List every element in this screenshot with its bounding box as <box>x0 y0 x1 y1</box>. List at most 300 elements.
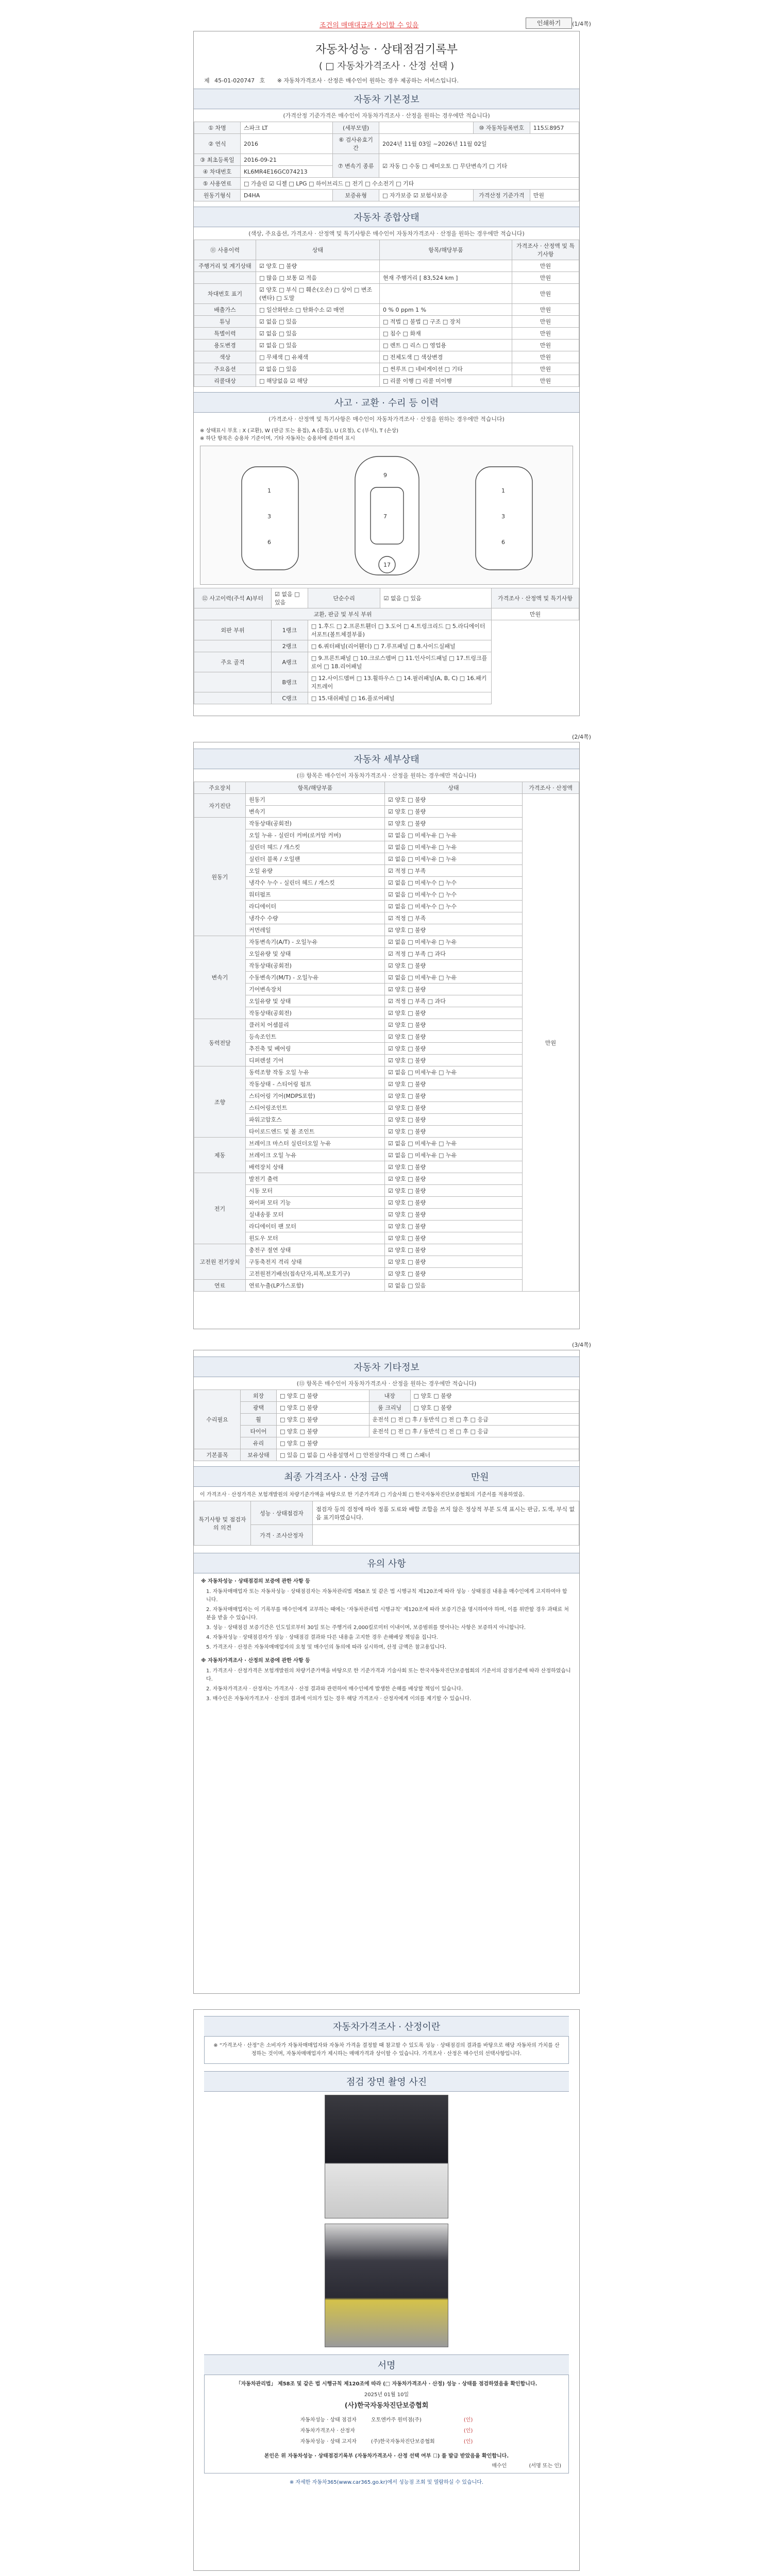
notice-item: 1. 가격조사 · 산정가격은 보험개발원의 차량기준가액을 바탕으로 한 기준가격과 기술사회 또는 한국자동차진단보증협회의 기준서의 감점기준에 따라 산정하였습니다. <box>206 1668 571 1682</box>
cell: □ 많음 □ 보통 ☑ 적음 <box>256 272 380 284</box>
notice-item: 2. 자동차매매업자는 이 기록부를 매수인에게 교부하는 때에는 ‘자동차관리법 시행규칙’ 제120조에 따라 보증기간을 명시하여야 하며, 이를 위반할 경우 과태료 처분을 받을 수 있습니다. <box>206 1607 569 1621</box>
table-row <box>194 865 579 877</box>
warning-link[interactable]: 조건의 매매대금과 상이할 수 있음 <box>320 22 419 29</box>
notice-item: 1. 자동차매매업자 또는 자동차성능 · 상태점검자는 자동차관리법 제58조 및 같은 법 시행규칙 제120조에 따라 성능 · 상태점검 내용을 매수인에게 고지하여야 합니다. <box>206 1589 567 1603</box>
status-sub: (색상, 주요옵션, 가격조사 · 산정액 및 특기사항은 매수인이 자동차가격조사 · 산정을 원하는 경우에만 적습니다) <box>248 230 525 237</box>
cell <box>313 1525 579 1546</box>
svg-text:1: 1 <box>501 487 505 494</box>
cell: □ 양호 □ 불량 <box>277 1402 369 1414</box>
table-row <box>194 972 579 984</box>
col-header: 상태 <box>385 782 523 794</box>
cell <box>194 272 256 284</box>
cell: C랭크 <box>272 692 308 704</box>
price-note: 이 가격조사 · 산정가격은 보험개발원의 차량기준가액을 바탕으로 한 기준가격과 □ 기술사회 □ 한국자동차진단보증협회의 기준서를 적용하였음. <box>200 1492 525 1498</box>
table-row <box>194 936 579 948</box>
cell: 윈도우 모터 <box>246 1232 385 1244</box>
cell: 작동상태 - 스티어링 펌프 <box>246 1078 385 1090</box>
cell: □ 양호 □ 불량 <box>277 1437 579 1449</box>
cell: ☑ 없음 □ 미세누유 □ 누유 <box>385 829 523 841</box>
table-row <box>194 328 579 340</box>
table-row <box>194 340 579 351</box>
cell: 스티어링 기어(MDPS포함) <box>246 1090 385 1102</box>
doc-no-suffix: 호 <box>259 77 265 84</box>
cell: 주행거리 및 계기상태 <box>194 260 256 272</box>
table-row <box>194 260 579 272</box>
table-row <box>194 1173 579 1185</box>
cell: 오일유량 및 상태 <box>246 995 385 1007</box>
cell <box>380 284 512 304</box>
cell: 충전구 절연 상태 <box>246 1244 385 1256</box>
car-diagram-svg <box>200 446 574 584</box>
table-row <box>194 901 579 912</box>
table-row <box>194 1221 579 1232</box>
table-row <box>194 375 579 387</box>
table-row <box>194 692 579 704</box>
inspector-table <box>194 1501 579 1546</box>
table-row <box>194 877 579 889</box>
cell: 만원 <box>512 304 579 316</box>
cell: ☑ 없음 □ 있음 <box>380 588 492 608</box>
table-row <box>194 1126 579 1138</box>
car-diagram <box>200 446 573 585</box>
inspection-photo-rear <box>325 2224 448 2347</box>
notes-heading: 유의 사항 <box>194 1553 579 1573</box>
status-heading: 자동차 종합상태 <box>194 207 579 227</box>
cell: 원동기형식 <box>194 190 241 201</box>
cell: 동력조향 작동 오일 누유 <box>246 1066 385 1078</box>
svg-text:7: 7 <box>383 513 387 520</box>
cell: □ 양호 □ 불량 <box>277 1390 369 1402</box>
repair-heading: 사고 · 교환 · 수리 등 이력 <box>194 392 579 413</box>
cell: ☑ 없음 □ 미세누수 □ 누수 <box>385 901 523 912</box>
cell: ☑ 없음 □ 미세누수 □ 누수 <box>385 889 523 901</box>
cell: ☑ 없음 □ 미세누유 □ 누유 <box>385 1138 523 1149</box>
cell: □ 렌트 □ 리스 □ 영업용 <box>380 340 512 351</box>
page-4 <box>193 2009 580 2571</box>
legend-text: ※ 상태표시 부호 : X (교환), W (판금 또는 용접), A (흠집), U (요철), C (부식), T (손상) <box>200 428 399 434</box>
notes-intro: ※ 자동차성능 · 상태점검의 보증에 관한 사항 등 <box>201 1579 310 1584</box>
sign-org: (사)한국자동차진단보증협회 <box>344 2402 429 2410</box>
cell: 제동 <box>194 1138 246 1173</box>
cell: 고전원전기배선(접속단자,피복,보호기구) <box>246 1268 385 1280</box>
doc-title: 자동차성능 · 상태점검기록부 <box>315 43 458 56</box>
other-sub: (⑬ 항목은 매수인이 자동차가격조사 · 산정을 원하는 경우에만 적습니다) <box>296 1380 477 1387</box>
cell: □ 양호 □ 불량 <box>410 1390 579 1402</box>
table-row <box>194 1149 579 1161</box>
cell: 광택 <box>241 1402 277 1414</box>
cell: □ 6.쿼터패널(리어휀더) □ 7.루프패널 □ 8.사이드실패널 <box>308 640 491 652</box>
table-row <box>194 960 579 972</box>
cell: 오일 누유 - 실린더 커버(로커암 커버) <box>246 829 385 841</box>
table-row <box>194 1019 579 1031</box>
basic-info-heading: 자동차 기본정보 <box>194 89 579 109</box>
table-row <box>194 1007 579 1019</box>
cell: 만원 <box>512 284 579 304</box>
cell: 내장 <box>369 1390 410 1402</box>
col-header: 항목/해당부품 <box>380 240 512 260</box>
cell: ☑ 없음 □ 있음 <box>385 1280 523 1292</box>
cell <box>194 640 272 652</box>
cell: ☑ 양호 □ 불량 <box>385 1197 523 1209</box>
cell: ☑ 양호 □ 불량 <box>385 1078 523 1090</box>
cell: 오일유량 및 상태 <box>246 948 385 960</box>
cell: 실내송풍 모터 <box>246 1209 385 1221</box>
cell: ☑ 양호 □ 불량 <box>385 1244 523 1256</box>
cell: 보증유형 <box>333 190 379 201</box>
cell: 색상 <box>194 351 256 363</box>
cell: 2랭크 <box>272 640 308 652</box>
cell: 보유상태 <box>241 1449 277 1461</box>
cell: ⑤ 사용연료 <box>194 178 241 190</box>
cell: ☑ 자동 □ 수동 □ 세미오토 □ 무단변속기 □ 기타 <box>379 154 579 178</box>
cell: ☑ 양호 □ 불량 <box>385 1114 523 1126</box>
cell: ☑ 없음 □ 미세누유 □ 누유 <box>385 936 523 948</box>
table-row <box>194 316 579 328</box>
col-header: 가격조사 · 산정액 <box>523 782 579 794</box>
seal-mark: (인) <box>463 2439 473 2445</box>
table-row <box>194 640 579 652</box>
pricing-heading: 자동차가격조사 · 산정이란 <box>204 2016 569 2037</box>
cell: □ 1.후드 □ 2.프론트휀더 □ 3.도어 □ 4.트렁크리드 □ 5.라디에이터 서포트(볼트체결부품) <box>308 620 491 640</box>
cell: 차대번호 표기 <box>194 284 256 304</box>
svg-text:1: 1 <box>267 487 271 494</box>
cell: ☑ 양호 □ 불량 <box>385 1031 523 1043</box>
cell: 원동기 <box>194 818 246 936</box>
cell: □ 양호 □ 불량 <box>277 1414 369 1426</box>
table-row <box>194 912 579 924</box>
cell: ☑ 양호 □ 불량 <box>385 818 523 829</box>
other-heading: 자동차 기타정보 <box>194 1357 579 1377</box>
col-header: 상태 <box>256 240 380 260</box>
cell: ☑ 양호 □ 불량 <box>385 1209 523 1221</box>
detail-sub: (⑬ 항목은 매수인이 자동차가격조사 · 산정을 원하는 경우에만 적습니다) <box>296 772 477 779</box>
cell: 만원 <box>530 190 579 201</box>
cell: 작동상태(공회전) <box>246 1007 385 1019</box>
cell: 특기사항 및 점검자의 의견 <box>194 1501 251 1546</box>
notice-item: 3. 성능 · 상태점검 보증기간은 인도일로부터 30일 또는 주행거리 2,000킬로미터 이내이며, 보증범위를 벗어나는 사항은 보증하지 아니합니다. <box>206 1625 526 1631</box>
svg-text:17: 17 <box>383 562 391 568</box>
cell: 2016 <box>241 134 333 154</box>
cell: ☑ 양호 □ 불량 <box>385 924 523 936</box>
table-row <box>194 652 579 672</box>
sign-heading: 서명 <box>204 2354 569 2375</box>
cell: 점검자 등의 검정에 따라 정품 도료와 배합 조합을 쓰지 않은 정상적 부분 도색 표시는 판금, 도색, 부식 없음 표기하였습니다. <box>313 1501 579 1525</box>
notes-intro-2: ※ 자동차가격조사 · 산정의 보증에 관한 사항 등 <box>201 1658 310 1664</box>
page-number: (1/4쪽) <box>572 21 591 27</box>
cell: ☑ 없음 □ 있음 <box>256 363 380 375</box>
cell: 룸 크리닝 <box>369 1402 410 1414</box>
cell: ☑ 없음 □ 있음 <box>272 588 308 608</box>
cell: 타이어 <box>241 1426 277 1437</box>
cell: 등속조인트 <box>246 1031 385 1043</box>
cell: ☑ 양호 □ 불량 <box>385 1043 523 1055</box>
svg-text:3: 3 <box>267 513 271 520</box>
cell: 기본품목 <box>194 1449 241 1461</box>
cell: 115도8957 <box>530 122 579 134</box>
cell: 만원 <box>512 340 579 351</box>
cell: □ 양호 □ 불량 <box>277 1426 369 1437</box>
table-row <box>194 1197 579 1209</box>
table-row <box>194 1256 579 1268</box>
cell: 자동차성능 · 상태 고지자 <box>300 2439 357 2445</box>
table-row <box>194 620 579 640</box>
table-row <box>194 1066 579 1078</box>
cell: 외장 <box>241 1390 277 1402</box>
cell: 유리 <box>241 1437 277 1449</box>
page-1 <box>193 31 580 716</box>
cell: ☑ 양호 □ 불량 <box>385 794 523 806</box>
cell: 휠 <box>241 1414 277 1426</box>
cell: ☑ 양호 □ 불량 <box>385 806 523 818</box>
table-row <box>194 1031 579 1043</box>
table-row <box>194 1185 579 1197</box>
cell: 배출가스 <box>194 304 256 316</box>
cell: ☑ 양호 □ 불량 <box>385 1019 523 1031</box>
cell: ☑ 적정 □ 부족 □ 과다 <box>385 948 523 960</box>
cell: 파워고압호스 <box>246 1114 385 1126</box>
table-row <box>194 995 579 1007</box>
cell: ☑ 양호 □ 불량 <box>385 1221 523 1232</box>
cell: 만원 <box>512 260 579 272</box>
cell: ☑ 없음 □ 있음 <box>256 340 380 351</box>
cell: 실린더 블록 / 오일팬 <box>246 853 385 865</box>
table-row <box>194 272 579 284</box>
detail-table <box>194 782 579 1292</box>
seal-mark: (인) <box>463 2428 473 2434</box>
table-row <box>293 2414 480 2425</box>
cell: 디퍼렌셜 기어 <box>246 1055 385 1066</box>
cell: ④ 차대번호 <box>194 166 241 178</box>
table-row <box>194 363 579 375</box>
table-row <box>194 889 579 901</box>
cell: ⑩ 자동차등록번호 <box>473 122 530 134</box>
table-row <box>194 672 579 692</box>
status-table <box>194 240 579 387</box>
cell: 자동차가격조사 · 산정자 <box>300 2428 355 2434</box>
detail-heading: 자동차 세부상태 <box>194 749 579 769</box>
table-row <box>194 1102 579 1114</box>
cell: 가격 · 조사산정자 <box>251 1525 313 1546</box>
cell: 오토엔카주 원미점(주) <box>371 2417 422 2423</box>
cell: ☑ 양호 □ 부식 □ 훼손(오손) □ 상이 □ 변조(변타) □ 도말 <box>256 284 380 304</box>
table-row <box>194 1161 579 1173</box>
table-row <box>194 304 579 316</box>
cell: 주요 골격 <box>194 652 272 672</box>
cell: 수리필요 <box>194 1390 241 1449</box>
cell: 전기 <box>194 1173 246 1244</box>
print-button[interactable]: 인쇄하기 <box>526 18 572 29</box>
doc-no: 45-01-020747 <box>214 77 255 84</box>
cell: 작동상태(공회전) <box>246 960 385 972</box>
table-row <box>194 1078 579 1090</box>
cell: ☑ 없음 □ 미세누유 □ 누유 <box>385 1149 523 1161</box>
cell: 0 % 0 ppm 1 % <box>380 304 512 316</box>
cell: 조향 <box>194 1066 246 1138</box>
cell: ☑ 양호 □ 불량 <box>385 1256 523 1268</box>
cell: ☑ 양호 □ 불량 <box>385 1126 523 1138</box>
cell: 자동차성능 · 상태 점검자 <box>300 2417 357 2423</box>
cell: 변속기 <box>246 806 385 818</box>
cell: 구동축전지 격리 상태 <box>246 1256 385 1268</box>
cell: ☑ 양호 □ 불량 <box>385 1161 523 1173</box>
table-row <box>194 1043 579 1055</box>
other-table <box>194 1389 579 1461</box>
cell: ☑ 양호 □ 불량 <box>385 1268 523 1280</box>
cell: (주)한국자동차진단보증협회 <box>371 2439 435 2445</box>
svg-text:3: 3 <box>501 513 505 520</box>
cell: 만원 <box>512 375 579 387</box>
cell: ☑ 적정 □ 부족 <box>385 865 523 877</box>
footer-note: ※ 자세한 자동차365(www.car365.go.kr)에서 성능점 조회 및 열람하실 수 있습니다. <box>289 2480 484 2485</box>
cell: 만원 <box>512 351 579 363</box>
table-row <box>194 794 579 806</box>
cell: 튜닝 <box>194 316 256 328</box>
cell: 와이퍼 모터 기능 <box>246 1197 385 1209</box>
col-header: ⑪ 사용이력 <box>194 240 256 260</box>
cell: ☑ 양호 □ 불량 <box>385 1173 523 1185</box>
page-3 <box>193 1350 580 1994</box>
table-row <box>194 1280 579 1292</box>
table-row <box>194 829 579 841</box>
svg-text:6: 6 <box>267 539 271 546</box>
table-row <box>194 1244 579 1256</box>
cell: B랭크 <box>272 672 308 692</box>
notice-item: 4. 자동차성능 · 상태점검자가 성능 · 상태점검 결과와 다른 내용을 고지한 경우 손해배상 책임을 집니다. <box>206 1635 438 1640</box>
table-row <box>194 984 579 995</box>
cell <box>379 122 474 134</box>
cell: 용도변경 <box>194 340 256 351</box>
legend-text-2: ※ 하단 항목은 승용차 기준이며, 기타 자동차는 승용차에 준하여 표시 <box>200 436 355 442</box>
cell: 만원 <box>512 316 579 328</box>
cell <box>364 2425 457 2435</box>
cell: ☑ 적정 □ 부족 <box>385 912 523 924</box>
cell: □ 양호 □ 불량 <box>410 1402 579 1414</box>
cell: 브레이크 마스터 실린더오일 누유 <box>246 1138 385 1149</box>
cell: 오일 유량 <box>246 865 385 877</box>
doc-subtitle: ( □ 자동차가격조사 · 산정 선택 ) <box>318 61 455 72</box>
svg-text:6: 6 <box>501 539 505 546</box>
cell: 현재 주행거리 [ 83,524 km ] <box>380 272 512 284</box>
table-row <box>194 818 579 829</box>
cell: 단순수리 <box>308 588 380 608</box>
cell: 작동상태(공회전) <box>246 818 385 829</box>
cell: 커먼레일 <box>246 924 385 936</box>
cell: 라디에이터 팬 모터 <box>246 1221 385 1232</box>
cell: 만원 <box>523 794 579 1292</box>
col-header: 항목/해당부품 <box>246 782 385 794</box>
cell: □ 무채색 □ 유채색 <box>256 351 380 363</box>
sign-date: 2025년 01월 10일 <box>364 2392 409 2398</box>
cell: □ 적법 □ 불법 □ 구조 □ 장치 <box>380 316 512 328</box>
doc-no-label: 제 <box>204 77 210 84</box>
cell: A랭크 <box>272 652 308 672</box>
table-row <box>194 853 579 865</box>
cell: □ 가솔린 ☑ 디젤 □ LPG □ 하이브리드 □ 전기 □ 수소전기 □ 기타 <box>241 178 579 190</box>
final-price-value: 만원 <box>470 1472 489 1483</box>
table-row <box>293 2435 480 2446</box>
cell: 라디에이터 <box>246 901 385 912</box>
cell: □ 12.사이드멤버 □ 13.휠하우스 □ 14.필러패널(A, B, C) □ 16.패키지트레이 <box>308 672 491 692</box>
cell: 만원 <box>512 272 579 284</box>
photo-heading: 점검 장면 촬영 사진 <box>204 2071 569 2092</box>
page-number-2: (2/4쪽) <box>572 734 591 740</box>
cell: □ 일산화탄소 □ 탄화수소 ☑ 매연 <box>256 304 380 316</box>
cell: 자동변속기(A/T) - 오일누유 <box>246 936 385 948</box>
cell: □ 침수 □ 화재 <box>380 328 512 340</box>
cell: ① 차명 <box>194 122 241 134</box>
notice-item: 2. 자동차가격조사 · 산정자는 가격조사 · 산정 결과와 관련하여 매수인에게 발생한 손해를 배상할 책임이 있습니다. <box>206 1686 463 1692</box>
signers-table <box>293 2414 480 2446</box>
cell: KL6MR4E16GC074213 <box>241 166 333 178</box>
notice-item: 3. 매수인은 자동차가격조사 · 산정의 결과에 이의가 있는 경우 해당 가격조사 · 산정자에게 이의를 제기할 수 있습니다. <box>206 1696 472 1702</box>
receipt-text: 본인은 위 자동차성능 · 상태점검기록부 (자동차가격조사 · 산정 선택 여부 ☐) 를 발급 받았음을 확인합니다. <box>264 2453 509 2459</box>
receipt-sign: (서명 또는 인) <box>529 2463 561 2469</box>
cell: 냉각수 수량 <box>246 912 385 924</box>
car-roof <box>371 487 404 544</box>
cell: ☑ 양호 □ 불량 <box>385 1007 523 1019</box>
cell: ☑ 적정 □ 부족 □ 과다 <box>385 995 523 1007</box>
cell: 만원 <box>512 328 579 340</box>
table-row <box>194 351 579 363</box>
table-row <box>194 1055 579 1066</box>
table-row <box>194 1090 579 1102</box>
cell: ☑ 양호 □ 불량 <box>385 960 523 972</box>
cell: ☑ 없음 □ 미세누유 □ 누유 <box>385 841 523 853</box>
cell: 교환, 판금 및 부식 부위 <box>194 608 492 620</box>
basic-info-table <box>194 122 579 201</box>
cell: 운전석 □ 전 □ 후 / 동반석 □ 전 □ 후 □ 응급 <box>369 1426 579 1437</box>
final-price-heading <box>194 1466 579 1487</box>
cell <box>380 260 512 272</box>
cell: □ 15.대쉬패널 □ 16.플로어패널 <box>308 692 491 704</box>
final-price-label: 최종 가격조사 · 산정 금액 <box>284 1472 389 1483</box>
inspection-photo-front <box>325 2095 448 2218</box>
cell: 1랭크 <box>272 620 308 640</box>
table-row <box>194 1138 579 1149</box>
cell: □ 리콜 이행 □ 리콜 미이행 <box>380 375 512 387</box>
table-row <box>194 1209 579 1221</box>
cell: □ 썬루프 □ 네비게이션 □ 기타 <box>380 363 512 375</box>
cell: □ 9.프론트패널 □ 10.크로스멤버 □ 11.인사이드패널 □ 17.트렁크플로어 □ 18.리어패널 <box>308 652 491 672</box>
cell: 2024년 11월 03일 ~2026년 11월 02일 <box>379 134 579 154</box>
cell: 주요옵션 <box>194 363 256 375</box>
cell: ☑ 양호 □ 불량 <box>385 1090 523 1102</box>
table-row <box>194 948 579 960</box>
repair-table <box>194 588 579 704</box>
cell: ☑ 양호 □ 불량 <box>256 260 380 272</box>
doc-notice: ※ 자동차가격조사 · 산정은 매수인이 원하는 경우 제공하는 서비스입니다. <box>277 77 459 84</box>
table-row <box>194 924 579 936</box>
cell: 가격산정 기준가격 <box>473 190 530 201</box>
cell: ☑ 없음 □ 미세누유 □ 누유 <box>385 972 523 984</box>
cell: ⑥ 검사유효기간 <box>333 134 379 154</box>
cell: 기어변속장치 <box>246 984 385 995</box>
cell: 스파크 LT <box>241 122 333 134</box>
page-2 <box>193 742 580 1329</box>
cell: ② 연식 <box>194 134 241 154</box>
cell: (세부모델) <box>333 122 379 134</box>
cell <box>194 672 272 692</box>
cell: 2016-09-21 <box>241 154 333 166</box>
cell: 스티어링조인트 <box>246 1102 385 1114</box>
table-row <box>194 806 579 818</box>
cell: 배력장치 상태 <box>246 1161 385 1173</box>
pricing-body: ※ “가격조사 · 산정”은 소비자가 자동차매매업자와 자동차 가격을 결정할 때 참고할 수 있도록 성능 · 상태점검의 결과를 바탕으로 해당 자동차의 가치를 산정하는 것이며, 자동차매매업자가 제시하는 매매가격과 상이할 수 있습니다. 가격조사 · 산정은 매수인의 선택사항입니다. <box>204 2037 569 2064</box>
cell: 클러치 어셈블리 <box>246 1019 385 1031</box>
cell: 시동 모터 <box>246 1185 385 1197</box>
cell: ☑ 양호 □ 불량 <box>385 1055 523 1066</box>
cell: 원동기 <box>246 794 385 806</box>
